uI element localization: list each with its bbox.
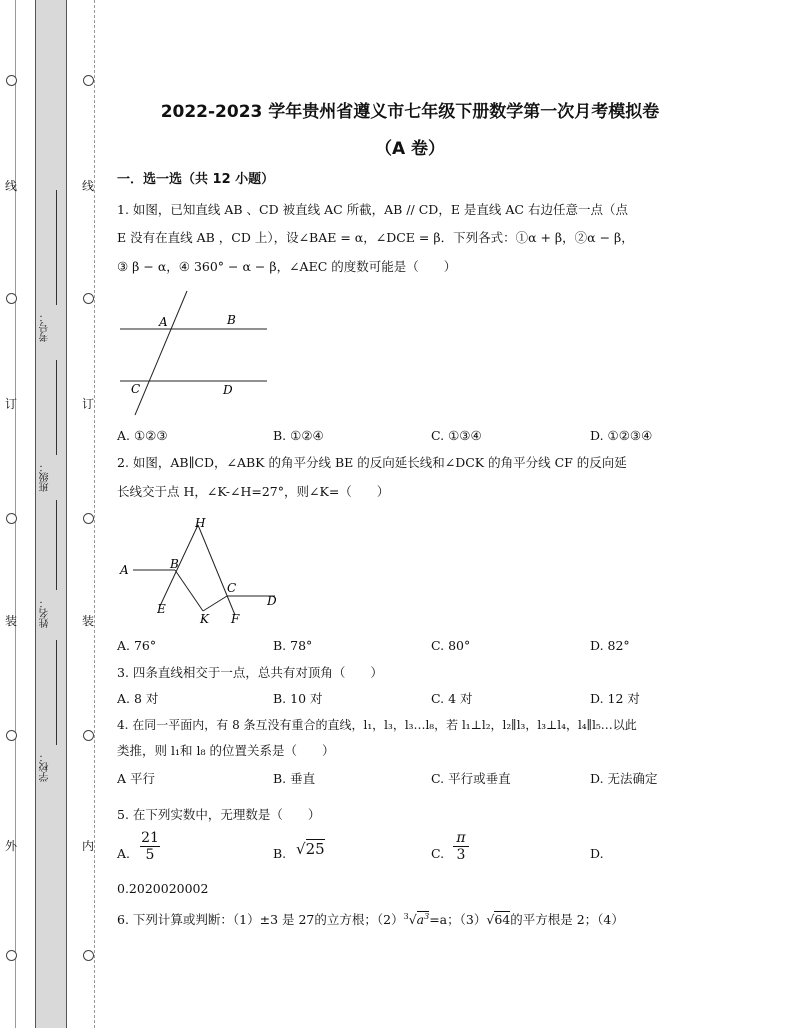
margin-char: 装 bbox=[5, 614, 18, 628]
fill-line bbox=[56, 500, 57, 590]
q5-option-a-fraction[interactable] bbox=[140, 830, 160, 863]
binding-hole bbox=[83, 730, 94, 741]
q2-label: C bbox=[227, 581, 237, 595]
sqrt-icon: √ bbox=[486, 912, 495, 928]
q5-option-c-fraction[interactable] bbox=[453, 830, 469, 863]
binding-hole bbox=[6, 293, 17, 304]
q3-option[interactable]: D. 12 对 bbox=[590, 691, 640, 706]
binding-hole bbox=[83, 950, 94, 961]
q1-label: C bbox=[131, 382, 141, 396]
q4-option[interactable]: B. 垂直 bbox=[273, 771, 316, 786]
q6-text-mid: =a；（3） bbox=[429, 912, 487, 928]
fraction-denominator: 5 bbox=[140, 846, 160, 863]
q4-option[interactable]: A 平行 bbox=[117, 771, 156, 786]
fraction-numerator: 21 bbox=[141, 830, 159, 846]
q2-label: D bbox=[267, 594, 277, 608]
q5-option-d-value: 0.2020020002 bbox=[117, 881, 209, 896]
q1-text: E 没有在直线 AB ，CD 上），设∠BAE = α，∠DCE = β．下列各式：①α + β，②α − β， bbox=[117, 230, 634, 245]
q2-label: B bbox=[170, 557, 179, 571]
q1-option[interactable]: D. ①②③④ bbox=[590, 428, 653, 443]
q1-text: 1. 如图，已知直线 AB 、CD 被直线 AC 所截，AB // CD，E 是直线 AC 右边任意一点（点 bbox=[117, 202, 628, 217]
q4-option[interactable]: D. 无法确定 bbox=[590, 771, 658, 786]
field-label-name: 姓名： bbox=[40, 598, 51, 628]
page-title: 2022-2023 学年贵州省遵义市七年级下册数学第一次月考模拟卷 bbox=[160, 102, 660, 122]
q3-option[interactable]: A. 8 对 bbox=[117, 691, 159, 706]
fill-line bbox=[56, 640, 57, 745]
q1-option[interactable]: C. ①③④ bbox=[431, 428, 482, 443]
q2-option[interactable]: A. 76° bbox=[117, 638, 157, 653]
margin-char: 线 bbox=[82, 179, 95, 193]
fill-line bbox=[56, 190, 57, 305]
section-heading: 一．选一选（共 12 小题） bbox=[117, 172, 275, 187]
field-label-exam-no: 考号： bbox=[40, 312, 51, 342]
q6-text bbox=[117, 909, 624, 928]
fraction-denominator: 3 bbox=[453, 846, 469, 863]
q1-label: A bbox=[159, 315, 168, 329]
q2-text: 长线交于点 H，∠K-∠H=27°，则∠K=（ ） bbox=[117, 484, 390, 499]
q5-option-c-label[interactable]: C. bbox=[431, 846, 445, 861]
q4-text: 4. 在同一平面内，有 8 条互没有重合的直线，l₁，l₃，l₃…l₈，若 l₁⊥l₂，l₂∥l₃，l₃⊥l₄，l₄∥l₅…以此 bbox=[117, 718, 637, 732]
margin-char: 内 bbox=[82, 839, 95, 853]
q3-option[interactable]: B. 10 对 bbox=[273, 691, 323, 706]
q1-figure bbox=[115, 288, 275, 418]
q5-option-b-radical[interactable] bbox=[296, 840, 325, 858]
binding-hole bbox=[6, 75, 17, 86]
inner-cut-line bbox=[94, 0, 96, 1028]
q1-label: D bbox=[223, 383, 233, 397]
cube-root-icon: √ bbox=[408, 912, 417, 928]
q5-option-a-label[interactable]: A. bbox=[117, 846, 131, 861]
q1-text: ③ β − α，④ 360° − α − β，∠AEC 的度数可能是（ ） bbox=[117, 259, 457, 274]
margin-char: 装 bbox=[82, 614, 95, 628]
q1-option[interactable]: A. ①②③ bbox=[117, 428, 168, 443]
q2-label: A bbox=[120, 563, 129, 577]
q2-option[interactable]: D. 82° bbox=[590, 638, 630, 653]
q2-option[interactable]: B. 78° bbox=[273, 638, 313, 653]
q2-text: 2. 如图，AB∥CD，∠ABK 的角平分线 BE 的反向延长线和∠DCK 的角平分线 CF 的反向延 bbox=[117, 455, 627, 470]
q2-label: F bbox=[231, 612, 240, 626]
q5-option-b-label[interactable]: B. bbox=[273, 846, 287, 861]
q3-option[interactable]: C. 4 对 bbox=[431, 691, 473, 706]
binding-hole bbox=[83, 513, 94, 524]
binding-hole bbox=[83, 293, 94, 304]
root-index: 3 bbox=[403, 912, 409, 921]
binding-hole bbox=[6, 730, 17, 741]
margin-char: 订 bbox=[5, 397, 18, 411]
binding-hole bbox=[83, 75, 94, 86]
fraction-numerator: π bbox=[456, 830, 466, 846]
q2-label: K bbox=[200, 612, 209, 626]
sqrt-icon: √ bbox=[296, 840, 306, 858]
q2-label: H bbox=[195, 516, 206, 530]
root-arg: $a^3$ bbox=[416, 912, 430, 928]
margin-char: 订 bbox=[82, 397, 95, 411]
fill-line bbox=[56, 360, 57, 455]
q5-text: 5. 在下列实数中，无理数是（ ） bbox=[117, 807, 321, 822]
q6-text-post: 的平方根是 2；（4） bbox=[510, 912, 624, 928]
binding-hole bbox=[6, 950, 17, 961]
binding-band bbox=[35, 0, 67, 1028]
q5-option-d-label[interactable]: D. bbox=[590, 846, 604, 861]
q2-label: E bbox=[157, 602, 166, 616]
q1-option[interactable]: B. ①②④ bbox=[273, 428, 324, 443]
margin-char: 外 bbox=[5, 839, 18, 853]
q3-text: 3. 四条直线相交于一点，总共有对顶角（ ） bbox=[117, 665, 383, 680]
q2-option[interactable]: C. 80° bbox=[431, 638, 471, 653]
q4-option[interactable]: C. 平行或垂直 bbox=[431, 771, 511, 786]
q6-text-pre: 6. 下列计算或判断：（1）±3 是 27的立方根；（2） bbox=[117, 912, 404, 928]
margin-char: 线 bbox=[5, 179, 18, 193]
field-label-class: 班级： bbox=[40, 462, 51, 492]
q4-text: 类推，则 l₁和 l₈ 的位置关系是（ ） bbox=[117, 743, 335, 758]
radicand: 25 bbox=[305, 840, 325, 858]
q2-figure bbox=[115, 513, 290, 631]
field-label-school: 学校： bbox=[40, 752, 51, 782]
q1-label: B bbox=[227, 313, 236, 327]
page-subtitle: （A 卷） bbox=[374, 139, 446, 159]
radicand: 64 bbox=[494, 912, 511, 928]
binding-hole bbox=[6, 513, 17, 524]
